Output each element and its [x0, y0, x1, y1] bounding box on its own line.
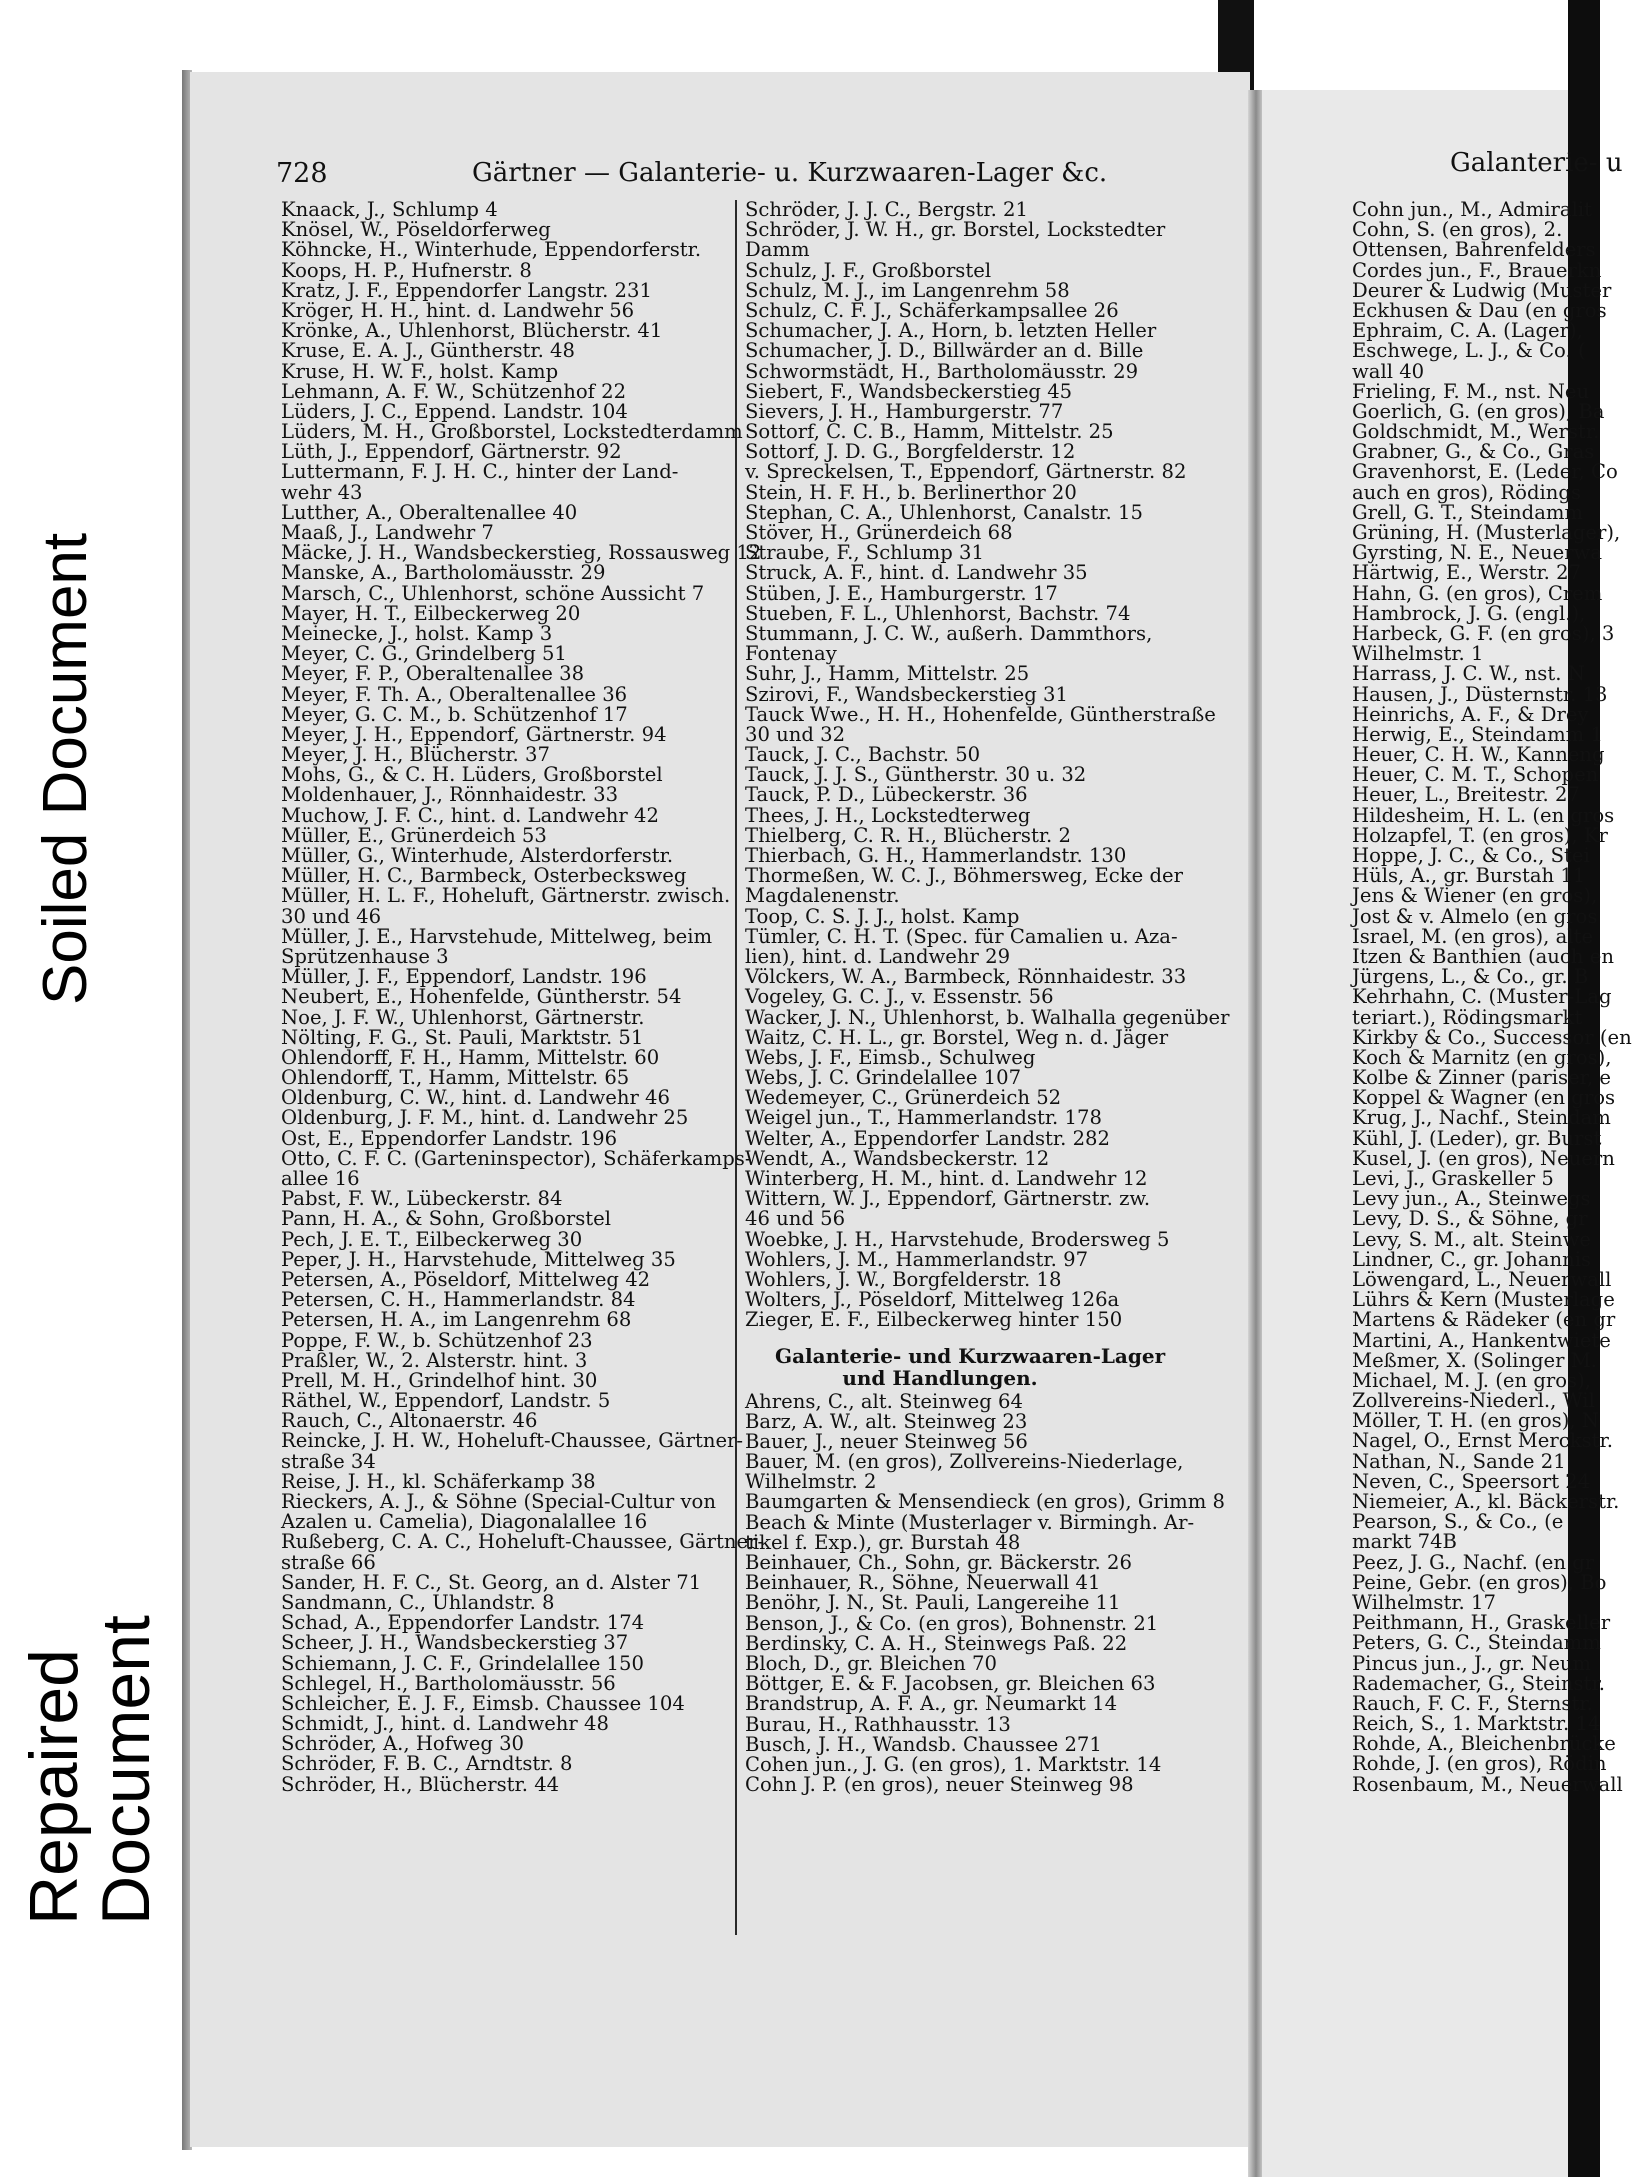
directory-entry: Brandstrup, A. F. A., gr. Neumarkt 14	[745, 1692, 1118, 1716]
directory-entry: Kruse, E. A. J., Güntherstr. 48	[281, 339, 575, 363]
directory-entry: Schumacher, J. D., Billwärder an d. Bille	[745, 339, 1144, 363]
directory-entry: Müller, J. E., Harvstehude, Mittelweg, beim	[281, 924, 713, 948]
directory-entry: Moldenhauer, J., Rönnhaidestr. 33	[281, 783, 619, 807]
directory-entry: Möller, T. H. (en gros), N	[1352, 1409, 1599, 1433]
directory-entry: Peper, J. H., Harvstehude, Mittelweg 35	[281, 1247, 676, 1271]
directory-entry: Schwormstädt, H., Bartholomäusstr. 29	[745, 359, 1139, 383]
directory-entry: Sander, H. F. C., St. Georg, an d. Alster 71	[281, 1570, 702, 1594]
directory-entry: Schmidt, J., hint. d. Landwehr 48	[281, 1712, 609, 1736]
section-heading-line1: Galanterie- und Kurzwaaren-Lager	[775, 1343, 1166, 1368]
directory-entry: Peithmann, H., Graskeller	[1352, 1611, 1611, 1635]
directory-entry: Krug, J., Nachf., Steindam	[1352, 1106, 1611, 1130]
directory-entry: Tümler, C. H. T. (Spec. für Camalien u. Aza-	[745, 924, 1178, 948]
directory-entry: Harbeck, G. F. (en gros), 3	[1352, 621, 1615, 645]
directory-entry: wall 40	[1352, 359, 1425, 383]
directory-entry: Müller, J. F., Eppendorf, Landstr. 196	[281, 965, 647, 989]
directory-entry: Wohlers, J. W., Borgfelderstr. 18	[745, 1267, 1062, 1291]
directory-entry: Ottensen, Bahrenfelders	[1352, 238, 1596, 262]
directory-entry: Grüning, H. (Musterlager),	[1352, 521, 1621, 544]
directory-entry: 30 und 32	[745, 722, 846, 746]
directory-entry: Peine, Gebr. (en gros), Bo	[1352, 1570, 1607, 1594]
directory-entry: Müller, H. L. F., Hoheluft, Gärtnerstr. zwisch.	[281, 884, 731, 908]
column-2-galanterie	[745, 1389, 1230, 1797]
column-3	[1352, 200, 1632, 1795]
directory-entry: Wolters, J., Pöseldorf, Mittelweg 126a	[745, 1288, 1120, 1312]
directory-entry: Pabst, F. W., Lübeckerstr. 84	[281, 1187, 563, 1211]
directory-entry: Heuer, C. M. T., Schopen	[1352, 763, 1599, 787]
directory-entry: Beinhauer, R., Söhne, Neuerwall 41	[745, 1571, 1101, 1595]
directory-entry: Rohde, A., Bleichenbrücke	[1352, 1732, 1616, 1756]
directory-entry: Rieckers, A. J., & Söhne (Special-Cultur von	[281, 1490, 716, 1513]
directory-entry: Tauck, P. D., Lübeckerstr. 36	[745, 783, 1028, 807]
directory-entry: 30 und 46	[281, 904, 382, 928]
directory-entry: Cordes jun., F., Brauerkn	[1352, 258, 1602, 282]
directory-entry: Schröder, J. W. H., gr. Borstel, Lockstedter	[745, 218, 1166, 242]
directory-entry: Ohlendorff, T., Hamm, Mittelstr. 65	[281, 1066, 630, 1090]
directory-entry: Manske, A., Bartholomäusstr. 29	[281, 561, 606, 585]
directory-entry: Lüders, M. H., Großborstel, Lockstedterdamm	[281, 420, 743, 444]
directory-entry: Cohn, S. (en gros), 2.	[1352, 218, 1563, 242]
directory-entry: Gyrsting, N. E., Neuerwa	[1352, 541, 1603, 565]
directory-entry: lien), hint. d. Landwehr 29	[745, 944, 1011, 968]
directory-entry: Jost & v. Almelo (en gros	[1352, 904, 1598, 928]
directory-entry: Berdinsky, C. A. H., Steinwegs Paß. 22	[745, 1631, 1128, 1655]
directory-entry: Marsch, C., Uhlenhorst, schöne Aussicht 7	[281, 581, 705, 605]
directory-entry: Weigel jun., T., Hammerlandstr. 178	[745, 1106, 1102, 1130]
directory-entry: Köhncke, H., Winterhude, Eppendorferstr.	[281, 238, 702, 262]
directory-entry: Levy, S. M., alt. Steinwe	[1352, 1227, 1591, 1251]
running-title: Gärtner — Galanterie- u. Kurzwaaren-Lager &c.	[472, 158, 1108, 188]
directory-entry: Michael, M. J. (en gros),	[1352, 1368, 1591, 1392]
directory-entry: Petersen, C. H., Hammerlandstr. 84	[281, 1288, 636, 1312]
directory-entry: auch en gros), Rödings	[1352, 480, 1582, 504]
directory-entry: Schröder, J. J. C., Bergstr. 21	[745, 198, 1028, 221]
directory-entry: Martens & Rädeker (en gr	[1352, 1308, 1616, 1332]
directory-entry: Reise, J. H., kl. Schäferkamp 38	[281, 1469, 596, 1493]
directory-entry: Oldenburg, C. W., hint. d. Landwehr 46	[281, 1086, 670, 1110]
directory-entry: Beach & Minte (Musterlager v. Birmingh. Ar-	[745, 1510, 1195, 1534]
directory-entry: Thierbach, G. H., Hammerlandstr. 130	[745, 844, 1127, 867]
directory-entry: Baumgarten & Mensendieck (en gros), Grimm 8	[745, 1490, 1225, 1514]
directory-entry: Rosenbaum, M., Neuerwall	[1352, 1772, 1623, 1796]
directory-entry: Kusel, J. (en gros), Neuern	[1352, 1146, 1615, 1170]
directory-entry: Peters, G. C., Steindamm	[1352, 1631, 1601, 1655]
directory-entry: Niemeier, A., kl. Bäckerstr.	[1352, 1490, 1620, 1513]
directory-entry: Wohlers, J. M., Hammerlandstr. 97	[745, 1247, 1089, 1271]
directory-entry: Meyer, F. P., Oberaltenallee 38	[281, 662, 585, 686]
directory-entry: Reich, S., 1. Marktstr. 14	[1352, 1712, 1601, 1736]
directory-entry: Toop, C. S. J. J., holst. Kamp	[745, 904, 1020, 928]
directory-entry: Kirkby & Co., Successor (en	[1352, 1025, 1632, 1049]
directory-entry: Stueben, F. L., Uhlenhorst, Bachstr. 74	[745, 601, 1131, 625]
directory-entry: Meyer, J. H., Blücherstr. 37	[281, 743, 550, 767]
directory-entry: Meßmer, X. (Solinger M.	[1352, 1348, 1598, 1372]
directory-entry: Heinrichs, A. F., & Drey	[1352, 702, 1589, 726]
directory-entry: Prell, M. H., Grindelhof hint. 30	[281, 1368, 598, 1392]
directory-entry: Kühl, J. (Leder), gr. Burst	[1352, 1126, 1602, 1150]
directory-entry: Mohs, G., & C. H. Lüders, Großborstel	[281, 763, 663, 787]
directory-entry: Damm	[745, 238, 810, 262]
directory-entry: Holzapfel, T. (en gros), Kr	[1352, 823, 1608, 847]
column-2-gardeners	[745, 200, 1230, 1331]
directory-entry: Nagel, O., Ernst Merckstr.	[1352, 1429, 1613, 1453]
directory-entry: Lindner, C., gr. Johannis	[1352, 1247, 1592, 1271]
directory-entry: Muchow, J. F. C., hint. d. Landwehr 42	[281, 803, 659, 827]
directory-entry: Tauck, J. C., Bachstr. 50	[745, 743, 981, 767]
directory-entry: Heuer, L., Breitestr. 27	[1352, 783, 1580, 807]
directory-entry: Grell, G. T., Steindamm	[1352, 500, 1584, 524]
directory-entry: Oldenburg, J. F. M., hint. d. Landwehr 25	[281, 1106, 689, 1130]
directory-entry: Thormeßen, W. C. J., Böhmersweg, Ecke der	[745, 864, 1183, 888]
directory-entry: Herwig, E., Steindamm 1	[1352, 722, 1603, 746]
column-2	[745, 200, 1230, 1795]
directory-entry: Grabner, G., & Co., Gras	[1352, 440, 1595, 464]
directory-entry: Nölting, F. G., St. Pauli, Marktstr. 51	[281, 1025, 644, 1049]
directory-entry: Sottorf, J. D. G., Borgfelderstr. 12	[745, 440, 1076, 464]
directory-entry: tikel f. Exp.), gr. Burstah 48	[745, 1530, 1021, 1554]
right-running-title: Galanterie- u	[1450, 148, 1623, 178]
directory-entry: Lüth, J., Eppendorf, Gärtnerstr. 92	[281, 440, 622, 464]
directory-entry: Knaack, J., Schlump 4	[281, 198, 498, 221]
directory-entry: Levy jun., A., Steinwegs	[1352, 1187, 1591, 1211]
column-1	[281, 200, 764, 1795]
directory-entry: Thielberg, C. R. H., Blücherstr. 2	[745, 823, 1071, 847]
directory-entry: Schlegel, H., Bartholomäusstr. 56	[281, 1671, 616, 1695]
directory-entry: Kolbe & Zinner (pariser, e	[1352, 1066, 1611, 1090]
directory-entry: Petersen, A., Pöseldorf, Mittelweg 42	[281, 1267, 651, 1291]
directory-entry: Hambrock, J. G. (engl.),	[1352, 601, 1586, 625]
directory-entry: Woebke, J. H., Harvstehude, Brodersweg 5	[745, 1227, 1170, 1251]
directory-entry: Cohen jun., J. G. (en gros), 1. Marktstr. 14	[745, 1752, 1162, 1776]
directory-entry: Hausen, J., Düsternstr. 13	[1352, 682, 1608, 706]
directory-entry: Schröder, F. B. C., Arndtstr. 8	[281, 1752, 573, 1776]
directory-entry: Schleicher, E. J. F., Eimsb. Chaussee 104	[281, 1691, 685, 1715]
directory-entry: Webs, J. F., Eimsb., Schulweg	[745, 1045, 1036, 1069]
directory-entry: Struck, A. F., hint. d. Landwehr 35	[745, 561, 1088, 585]
directory-entry: Benöhr, J. N., St. Pauli, Langereihe 11	[745, 1591, 1121, 1615]
directory-entry: Hildesheim, H. L. (en gros	[1352, 803, 1615, 827]
directory-entry: Szirovi, F., Wandsbeckerstieg 31	[745, 682, 1068, 706]
directory-entry: Reincke, J. H. W., Hoheluft-Chaussee, Gärtner-	[281, 1429, 744, 1453]
directory-entry: Lührs & Kern (Musterlage	[1352, 1288, 1615, 1312]
directory-entry: Goldschmidt, M., Werstr.	[1352, 420, 1600, 444]
directory-entry: Hoppe, J. C., & Co., Stei	[1352, 844, 1590, 867]
directory-entry: Lehmann, A. F. W., Schützenhof 22	[281, 379, 627, 403]
directory-entry: Mayer, H. T., Eilbeckerweg 20	[281, 601, 581, 625]
directory-entry: Bloch, D., gr. Bleichen 70	[745, 1651, 997, 1675]
directory-entry: Pincus jun., J., gr. Neum	[1352, 1651, 1592, 1675]
directory-entry: Knösel, W., Pöseldorferweg	[281, 218, 551, 242]
directory-entry: Maaß, J., Landwehr 7	[281, 521, 494, 544]
directory-entry: Siebert, F., Wandsbeckerstieg 45	[745, 379, 1073, 403]
repaired-label-line2: Document	[88, 1615, 164, 1925]
directory-entry: Rademacher, G., Steinstr.	[1352, 1671, 1605, 1695]
directory-entry: Cohn J. P. (en gros), neuer Steinweg 98	[745, 1773, 1134, 1797]
directory-entry: Stein, H. F. H., b. Berlinerthor 20	[745, 480, 1077, 504]
directory-entry: Petersen, H. A., im Langenrehm 68	[281, 1308, 632, 1332]
directory-entry: Schröder, H., Blücherstr. 44	[281, 1772, 560, 1796]
directory-entry: Neubert, E., Hohenfelde, Güntherstr. 54	[281, 985, 682, 1009]
directory-entry: Schulz, M. J., im Langenrehm 58	[745, 278, 1070, 302]
directory-entry: straße 34	[281, 1449, 376, 1473]
directory-entry: Cohn jun., M., Admiralit	[1352, 198, 1592, 221]
directory-entry: Ephraim, C. A. (Lager),	[1352, 319, 1583, 343]
directory-entry: Goerlich, G. (en gros), Ba	[1352, 399, 1605, 423]
directory-entry: Busch, J. H., Wandsb. Chaussee 271	[745, 1732, 1102, 1756]
directory-entry: Pech, J. E. T., Eilbeckerweg 30	[281, 1227, 583, 1251]
directory-entry: Wittern, W. J., Eppendorf, Gärtnerstr. zw.	[745, 1187, 1151, 1211]
directory-entry: Levy, D. S., & Söhne, gr	[1352, 1207, 1588, 1231]
directory-entry: Beinhauer, Ch., Sohn, gr. Bäckerstr. 26	[745, 1551, 1132, 1574]
directory-entry: Webs, J. C. Grindelallee 107	[745, 1066, 1022, 1090]
directory-entry: Wilhelmstr. 1	[1352, 642, 1484, 666]
directory-entry: Zollvereins-Niederl., Wil	[1352, 1389, 1595, 1413]
directory-entry: Rauch, F. C. F., Sternstr.	[1352, 1691, 1593, 1715]
directory-entry: Schad, A., Eppendorfer Landstr. 174	[281, 1611, 645, 1635]
directory-entry: Neven, C., Speersort 24	[1352, 1469, 1591, 1493]
directory-entry: Jürgens, L., & Co., gr. B	[1352, 965, 1589, 989]
directory-entry: Schulz, C. F. J., Schäferkampsallee 26	[745, 298, 1119, 322]
directory-entry: Suhr, J., Hamm, Mittelstr. 25	[745, 662, 1030, 686]
directory-entry: Sottorf, C. C. B., Hamm, Mittelstr. 25	[745, 420, 1114, 444]
directory-entry: Hahn, G. (en gros), Crem	[1352, 581, 1603, 605]
directory-entry: wehr 43	[281, 480, 363, 504]
directory-entry: Müller, H. C., Barmbeck, Osterbecksweg	[281, 864, 687, 888]
directory-entry: Eckhusen & Dau (en gros	[1352, 298, 1607, 322]
directory-entry: Ahrens, C., alt. Steinweg 64	[745, 1389, 1023, 1413]
directory-entry: Wilhelmstr. 2	[745, 1470, 877, 1494]
directory-entry: Rauch, C., Altonaerstr. 46	[281, 1409, 538, 1433]
directory-entry: Poppe, F. W., b. Schützenhof 23	[281, 1328, 593, 1352]
directory-entry: markt 74B	[1352, 1530, 1457, 1554]
directory-entry: v. Spreckelsen, T., Eppendorf, Gärtnerstr. 82	[745, 460, 1187, 484]
directory-entry: Stöver, H., Grünerdeich 68	[745, 521, 1013, 544]
directory-entry: Praßler, W., 2. Alsterstr. hint. 3	[281, 1348, 588, 1372]
directory-entry: Peez, J. G., Nachf. (en gr	[1352, 1550, 1595, 1574]
soiled-document-label: Soiled Document	[31, 532, 100, 1005]
page-header	[276, 158, 1176, 194]
directory-entry: Sprützenhause 3	[281, 944, 449, 968]
directory-entry: Burau, H., Rathhausstr. 13	[745, 1712, 1011, 1736]
directory-entry: Böttger, E. & F. Jacobsen, gr. Bleichen 63	[745, 1672, 1156, 1696]
directory-entry: Kratz, J. F., Eppendorfer Langstr. 231	[281, 278, 652, 302]
directory-entry: Räthel, W., Eppendorf, Landstr. 5	[281, 1389, 611, 1413]
directory-entry: Winterberg, H. M., hint. d. Landwehr 12	[745, 1167, 1148, 1190]
directory-entry: Benson, J., & Co. (en gros), Bohnenstr. 21	[745, 1611, 1159, 1635]
section-heading	[775, 1343, 1166, 1390]
directory-entry: Rohde, J. (en gros), Rödin	[1352, 1752, 1607, 1776]
directory-entry: Scheer, J. H., Wandsbeckerstieg 37	[281, 1631, 629, 1655]
directory-entry: Harrass, J. C. W., nst. N	[1352, 662, 1585, 686]
directory-entry: Ohlendorff, F. H., Hamm, Mittelstr. 60	[281, 1045, 660, 1069]
directory-entry: Fontenay	[745, 642, 837, 666]
directory-entry: Koch & Marnitz (en gros),	[1352, 1045, 1612, 1069]
directory-entry: Otto, C. F. C. (Garteninspector), Schäferkamps-	[281, 1146, 752, 1170]
directory-entry: Welter, A., Eppendorfer Landstr. 282	[745, 1126, 1110, 1150]
directory-entry: Härtwig, E., Werstr. 27	[1352, 561, 1582, 585]
directory-entry: Lutther, A., Oberaltenallee 40	[281, 500, 578, 524]
directory-entry: Luttermann, F. J. H. C., hinter der Land-	[281, 460, 679, 484]
directory-entry: Tauck, J. J. S., Güntherstr. 30 u. 32	[745, 763, 1087, 787]
directory-entry: Azalen u. Camelia), Diagonalallee 16	[281, 1510, 648, 1534]
directory-entry: 46 und 56	[745, 1207, 846, 1231]
directory-entry: Jens & Wiener (en gros),	[1352, 884, 1598, 908]
directory-entry: Pann, H. A., & Sohn, Großborstel	[281, 1207, 612, 1231]
directory-entry: Straube, F., Schlump 31	[745, 541, 984, 565]
directory-entry: Heuer, C. H. W., Kanneng	[1352, 743, 1605, 767]
directory-entry: Löwengard, L., Neuerwall	[1352, 1267, 1612, 1291]
directory-entry: Sandmann, C., Uhlandstr. 8	[281, 1590, 555, 1614]
directory-entry: Kröger, H. H., hint. d. Landwehr 56	[281, 298, 635, 322]
directory-entry: Meinecke, J., holst. Kamp 3	[281, 621, 553, 645]
directory-entry: Meyer, J. H., Eppendorf, Gärtnerstr. 94	[281, 722, 667, 746]
directory-entry: Eschwege, L. J., & Co. (	[1352, 339, 1586, 363]
directory-entry: Stephan, C. A., Uhlenhorst, Canalstr. 15	[745, 500, 1143, 524]
directory-entry: Israel, M. (en gros), alte	[1352, 924, 1594, 948]
directory-entry: Müller, E., Grünerdeich 53	[281, 823, 547, 847]
repaired-label-line1: Repaired	[16, 1649, 92, 1925]
directory-entry: Sievers, J. H., Hamburgerstr. 77	[745, 399, 1064, 423]
directory-entry: Magdalenenstr.	[745, 884, 900, 908]
directory-entry: Ost, E., Eppendorfer Landstr. 196	[281, 1126, 618, 1150]
directory-entry: Wendt, A., Wandsbeckerstr. 12	[745, 1146, 1050, 1170]
section-heading-line2: und Handlungen.	[842, 1365, 1038, 1390]
directory-entry: Deurer & Ludwig (Muster	[1352, 278, 1612, 302]
directory-entry: Pearson, S., & Co., (e	[1352, 1510, 1564, 1534]
directory-entry: Müller, G., Winterhude, Alsterdorferstr.	[281, 844, 674, 867]
directory-entry: Wedemeyer, C., Grünerdeich 52	[745, 1086, 1062, 1110]
directory-entry: Krönke, A., Uhlenhorst, Blücherstr. 41	[281, 319, 663, 343]
directory-entry: teriart.), Rödingsmarkt	[1352, 1005, 1583, 1029]
directory-entry: Schumacher, J. A., Horn, b. letzten Heller	[745, 319, 1157, 343]
directory-entry: Zieger, E. F., Eilbeckerweg hinter 150	[745, 1308, 1123, 1332]
directory-entry: Stüben, J. E., Hamburgerstr. 17	[745, 581, 1058, 605]
directory-entry: Kruse, H. W. F., holst. Kamp	[281, 359, 559, 383]
directory-entry: Barz, A. W., alt. Steinweg 23	[745, 1409, 1028, 1433]
directory-entry: Waitz, C. H. L., gr. Borstel, Weg n. d. Jäger	[745, 1025, 1169, 1049]
directory-entry: Kehrhahn, C. (Muster-Lag	[1352, 985, 1612, 1009]
directory-entry: Levi, J., Graskeller 5	[1352, 1167, 1554, 1190]
directory-entry: Hüls, A., gr. Burstah 11	[1352, 864, 1586, 888]
directory-entry: Schiemann, J. C. F., Grindelallee 150	[281, 1651, 644, 1675]
directory-entry: Schröder, A., Hofweg 30	[281, 1732, 525, 1756]
directory-entry: Vogeley, G. C. J., v. Essenstr. 56	[745, 985, 1054, 1009]
directory-entry: Koppel & Wagner (en gros	[1352, 1086, 1616, 1110]
directory-entry: straße 66	[281, 1550, 376, 1574]
directory-entry: Noe, J. F. W., Uhlenhorst, Gärtnerstr.	[281, 1005, 645, 1029]
directory-entry: Itzen & Banthien (auch en	[1352, 944, 1614, 968]
directory-entry: allee 16	[281, 1167, 360, 1190]
directory-entry: Rußeberg, C. A. C., Hoheluft-Chaussee, Gärtner-	[281, 1530, 765, 1554]
directory-entry: Koops, H. P., Hufnerstr. 8	[281, 258, 532, 282]
directory-entry: Wilhelmstr. 17	[1352, 1590, 1496, 1614]
directory-entry: Schulz, J. F., Großborstel	[745, 258, 992, 282]
directory-entry: Stummann, J. C. W., außerh. Dammthors,	[745, 621, 1153, 645]
repaired-document-label	[18, 1615, 162, 1925]
directory-entry: Nathan, N., Sande 21	[1352, 1449, 1566, 1473]
directory-entry: Frieling, F. M., nst. Neu	[1352, 379, 1590, 403]
directory-entry: Bauer, M. (en gros), Zollvereins-Niederlage,	[745, 1450, 1184, 1474]
directory-entry: Mäcke, J. H., Wandsbeckerstieg, Rossausweg 12	[281, 541, 762, 565]
directory-entry: Gravenhorst, E. (Leder, Co	[1352, 460, 1618, 484]
directory-entry: Lüders, J. C., Eppend. Landstr. 104	[281, 399, 628, 423]
directory-entry: Meyer, F. Th. A., Oberaltenallee 36	[281, 682, 628, 706]
directory-entry: Bauer, J., neuer Steinweg 56	[745, 1429, 1028, 1453]
directory-entry: Völckers, W. A., Barmbeck, Rönnhaidestr. 33	[745, 965, 1187, 989]
directory-entry: Thees, J. H., Lockstedterweg	[745, 803, 1031, 827]
directory-entry: Meyer, G. C. M., b. Schützenhof 17	[281, 702, 628, 726]
directory-entry: Tauck Wwe., H. H., Hohenfelde, Güntherstraße	[745, 702, 1216, 726]
directory-entry: Meyer, C. G., Grindelberg 51	[281, 642, 567, 666]
directory-entry: Wacker, J. N., Uhlenhorst, b. Walhalla gegenüber	[745, 1005, 1230, 1029]
directory-entry: Martini, A., Hankentwiete	[1352, 1328, 1611, 1352]
page-number: 728	[276, 158, 328, 189]
